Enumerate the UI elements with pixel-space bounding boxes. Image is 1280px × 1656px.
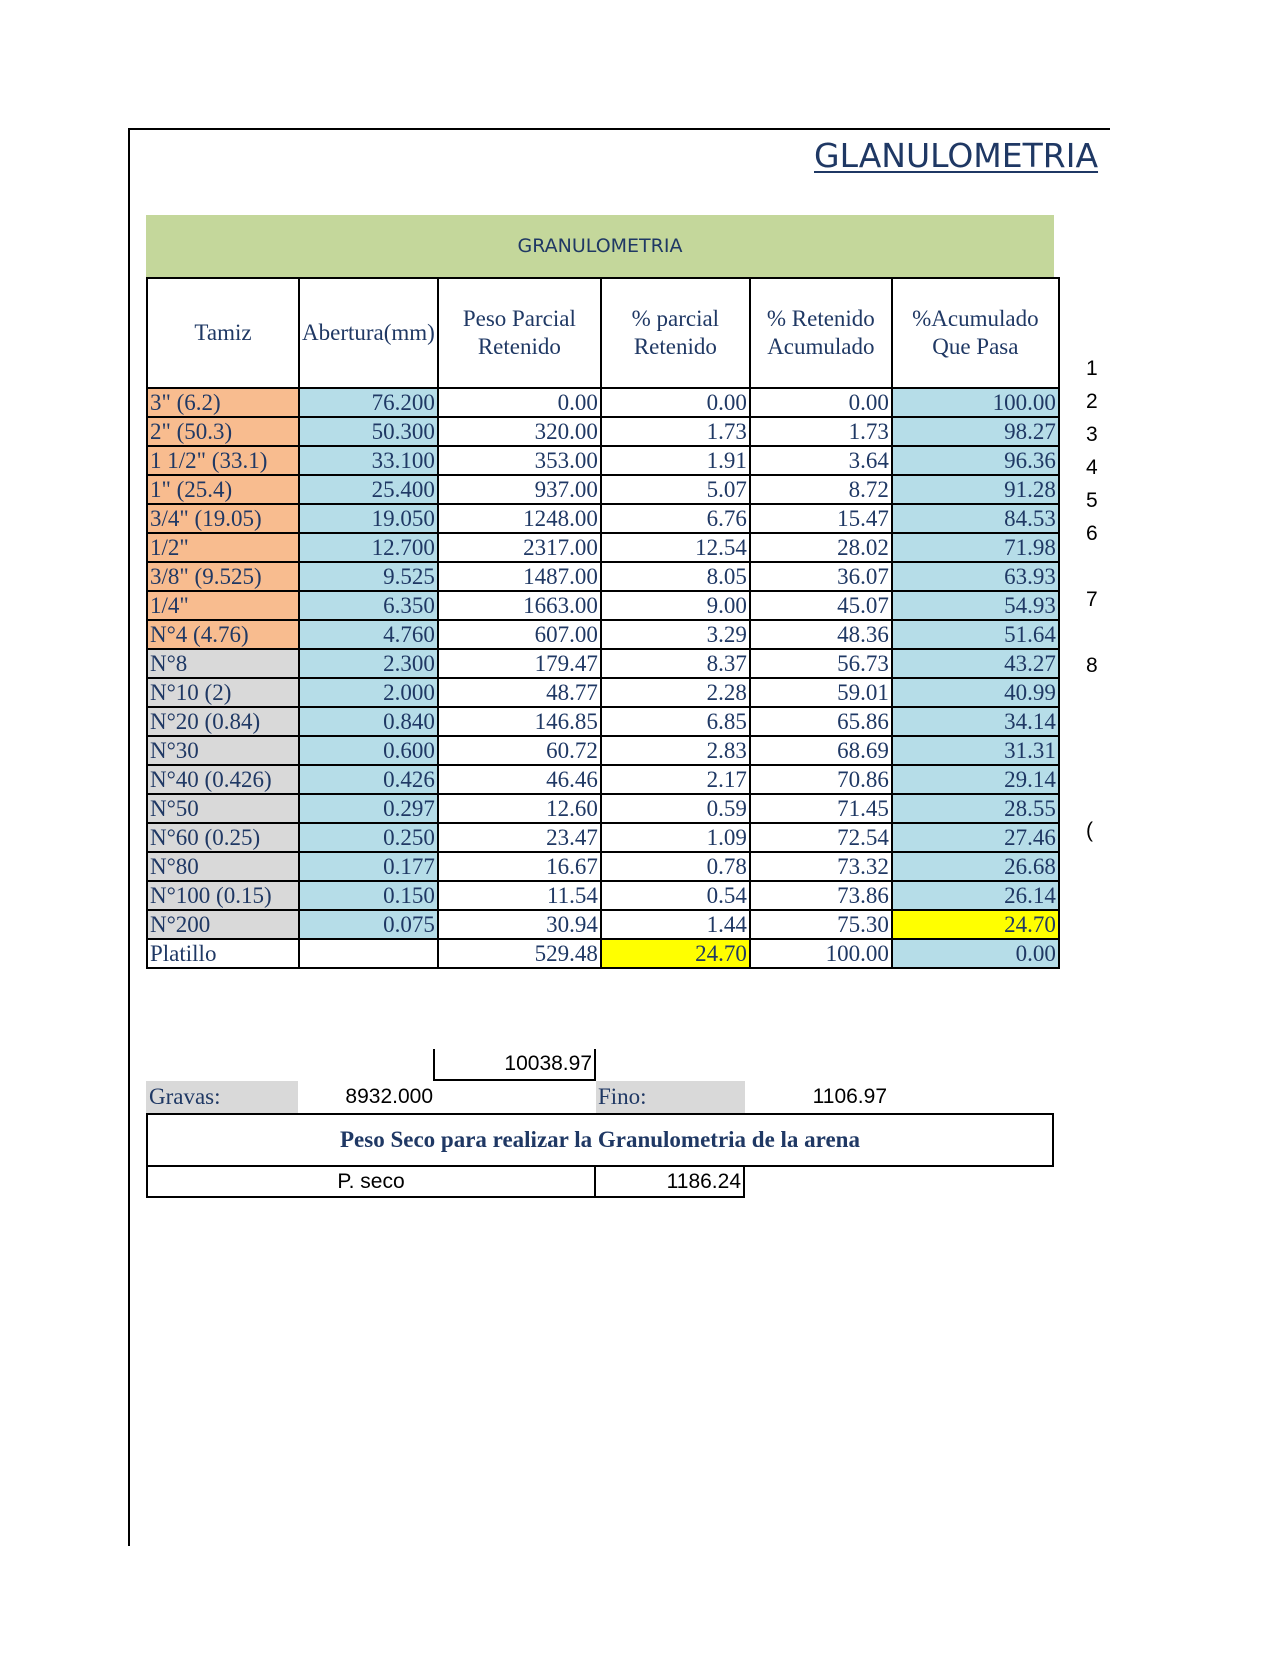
parcial-cell: 5.07 [601,475,750,504]
tamiz-cell: Platillo [147,939,299,968]
abertura-cell: 0.426 [299,765,438,794]
parcial-cell: 0.59 [601,794,750,823]
pasa-cell: 40.99 [892,678,1059,707]
table-band-title: GRANULOMETRIA [146,215,1054,277]
parcial-cell: 1.91 [601,446,750,475]
table-row [147,765,1059,794]
tamiz-cell: 1" (25.4) [147,475,299,504]
header-peso-parcial: Peso Parcial Retenido [438,278,601,388]
tamiz-cell: 1/2" [147,533,299,562]
parcial-cell: 2.17 [601,765,750,794]
abertura-cell: 0.075 [299,910,438,939]
peso-cell: 48.77 [438,678,601,707]
table-row [147,736,1059,765]
table-row [147,475,1059,504]
abertura-cell: 12.700 [299,533,438,562]
tamiz-cell: N°30 [147,736,299,765]
side-label: 3 [1086,423,1098,446]
acumulado-cell: 70.86 [750,765,892,794]
peso-cell: 30.94 [438,910,601,939]
acumulado-cell: 15.47 [750,504,892,533]
peso-cell: 60.72 [438,736,601,765]
table-row [147,910,1059,939]
acumulado-cell: 72.54 [750,823,892,852]
acumulado-cell: 0.00 [750,388,892,417]
peso-cell: 1663.00 [438,591,601,620]
page-frame-left [128,128,130,1546]
acumulado-cell: 8.72 [750,475,892,504]
tamiz-cell: 3/8" (9.525) [147,562,299,591]
peso-cell: 11.54 [438,881,601,910]
pasa-cell: 63.93 [892,562,1059,591]
pasa-cell: 98.27 [892,417,1059,446]
abertura-cell: 0.250 [299,823,438,852]
tamiz-cell: N°100 (0.15) [147,881,299,910]
abertura-cell: 0.840 [299,707,438,736]
parcial-cell: 8.37 [601,649,750,678]
peso-cell: 529.48 [438,939,601,968]
acumulado-cell: 73.32 [750,852,892,881]
pasa-cell: 54.93 [892,591,1059,620]
peso-cell: 23.47 [438,823,601,852]
abertura-cell: 0.600 [299,736,438,765]
tamiz-cell: 3" (6.2) [147,388,299,417]
acumulado-cell: 48.36 [750,620,892,649]
table-row [147,852,1059,881]
pasa-cell: 24.70 [892,910,1059,939]
table-row [147,823,1059,852]
page-frame-top [128,128,1110,130]
parcial-cell: 0.00 [601,388,750,417]
acumulado-cell: 100.00 [750,939,892,968]
table-row [147,446,1059,475]
tamiz-cell: N°50 [147,794,299,823]
fino-value: 1106.97 [812,1085,887,1108]
header-retenido-acumulado: % Retenido Acumulado [750,278,892,388]
parcial-cell: 3.29 [601,620,750,649]
acumulado-cell: 1.73 [750,417,892,446]
abertura-cell [299,939,438,968]
abertura-cell: 4.760 [299,620,438,649]
tamiz-cell: 1 1/2" (33.1) [147,446,299,475]
page-title: GLANULOMETRIA [814,136,1099,175]
header-acumulado-pasa: %Acumulado Que Pasa [892,278,1059,388]
header-abertura: Abertura(mm) [299,278,438,388]
acumulado-cell: 56.73 [750,649,892,678]
table-row [147,591,1059,620]
peso-cell: 146.85 [438,707,601,736]
pasa-cell: 26.14 [892,881,1059,910]
peso-cell: 1248.00 [438,504,601,533]
pasa-cell: 43.27 [892,649,1059,678]
parcial-cell: 1.73 [601,417,750,446]
tamiz-cell: N°10 (2) [147,678,299,707]
peso-cell: 607.00 [438,620,601,649]
tamiz-cell: N°80 [147,852,299,881]
peso-cell: 320.00 [438,417,601,446]
table-row [147,417,1059,446]
fino-label: Fino: [596,1081,745,1113]
pasa-cell: 31.31 [892,736,1059,765]
peso-cell: 16.67 [438,852,601,881]
tamiz-cell: N°20 (0.84) [147,707,299,736]
acumulado-cell: 75.30 [750,910,892,939]
acumulado-cell: 3.64 [750,446,892,475]
parcial-cell: 6.76 [601,504,750,533]
abertura-cell: 0.297 [299,794,438,823]
parcial-cell: 1.09 [601,823,750,852]
parcial-cell: 12.54 [601,533,750,562]
abertura-cell: 76.200 [299,388,438,417]
header-parcial-retenido: % parcial Retenido [601,278,750,388]
peso-cell: 179.47 [438,649,601,678]
p-seco-label: P. seco [146,1165,596,1198]
acumulado-cell: 68.69 [750,736,892,765]
acumulado-cell: 36.07 [750,562,892,591]
side-label: 4 [1086,456,1098,479]
table-row [147,881,1059,910]
peso-cell: 937.00 [438,475,601,504]
pasa-cell: 71.98 [892,533,1059,562]
table-row [147,388,1059,417]
peso-seco-title: Peso Seco para realizar la Granulometria de la arena [146,1113,1054,1167]
pasa-cell: 0.00 [892,939,1059,968]
abertura-cell: 0.150 [299,881,438,910]
table-row [147,678,1059,707]
tamiz-cell: N°8 [147,649,299,678]
gravas-label: Gravas: [146,1081,298,1113]
pasa-cell: 26.68 [892,852,1059,881]
pasa-cell: 84.53 [892,504,1059,533]
pasa-cell: 51.64 [892,620,1059,649]
peso-cell: 46.46 [438,765,601,794]
parcial-cell: 1.44 [601,910,750,939]
table-body [147,388,1059,968]
abertura-cell: 25.400 [299,475,438,504]
pasa-cell: 96.36 [892,446,1059,475]
side-label: ( [1086,819,1093,842]
pasa-cell: 28.55 [892,794,1059,823]
pasa-cell: 27.46 [892,823,1059,852]
tamiz-cell: N°60 (0.25) [147,823,299,852]
side-label: 6 [1086,522,1098,545]
parcial-cell: 0.78 [601,852,750,881]
side-label: 1 [1086,357,1098,380]
side-label: 2 [1086,390,1098,413]
table-header-row [147,278,1059,388]
tamiz-cell: 2" (50.3) [147,417,299,446]
parcial-cell: 24.70 [601,939,750,968]
acumulado-cell: 71.45 [750,794,892,823]
peso-cell: 0.00 [438,388,601,417]
total-peso-cell: 10038.97 [433,1049,596,1081]
abertura-cell: 9.525 [299,562,438,591]
side-label: 5 [1086,489,1098,512]
abertura-cell: 50.300 [299,417,438,446]
abertura-cell: 33.100 [299,446,438,475]
table-row [147,562,1059,591]
tamiz-cell: N°200 [147,910,299,939]
tamiz-cell: N°4 (4.76) [147,620,299,649]
table-row [147,649,1059,678]
table-row [147,504,1059,533]
abertura-cell: 19.050 [299,504,438,533]
pasa-cell: 29.14 [892,765,1059,794]
header-tamiz: Tamiz [147,278,299,388]
peso-cell: 353.00 [438,446,601,475]
parcial-cell: 9.00 [601,591,750,620]
abertura-cell: 0.177 [299,852,438,881]
p-seco-value: 1186.24 [594,1165,745,1198]
table-row [147,794,1059,823]
acumulado-cell: 28.02 [750,533,892,562]
side-label: 7 [1086,588,1098,611]
platillo-row [147,939,1059,968]
acumulado-cell: 65.86 [750,707,892,736]
acumulado-cell: 45.07 [750,591,892,620]
tamiz-cell: 3/4" (19.05) [147,504,299,533]
parcial-cell: 8.05 [601,562,750,591]
peso-cell: 1487.00 [438,562,601,591]
gravas-value: 8932.000 [345,1085,433,1108]
acumulado-cell: 59.01 [750,678,892,707]
table-row [147,620,1059,649]
parcial-cell: 2.83 [601,736,750,765]
abertura-cell: 2.300 [299,649,438,678]
pasa-cell: 100.00 [892,388,1059,417]
pasa-cell: 91.28 [892,475,1059,504]
side-label: 8 [1086,654,1098,677]
parcial-cell: 2.28 [601,678,750,707]
table-row [147,707,1059,736]
abertura-cell: 2.000 [299,678,438,707]
tamiz-cell: N°40 (0.426) [147,765,299,794]
acumulado-cell: 73.86 [750,881,892,910]
abertura-cell: 6.350 [299,591,438,620]
table-row [147,533,1059,562]
peso-cell: 12.60 [438,794,601,823]
tamiz-cell: 1/4" [147,591,299,620]
peso-cell: 2317.00 [438,533,601,562]
granulometry-table [146,277,1060,969]
parcial-cell: 6.85 [601,707,750,736]
pasa-cell: 34.14 [892,707,1059,736]
parcial-cell: 0.54 [601,881,750,910]
